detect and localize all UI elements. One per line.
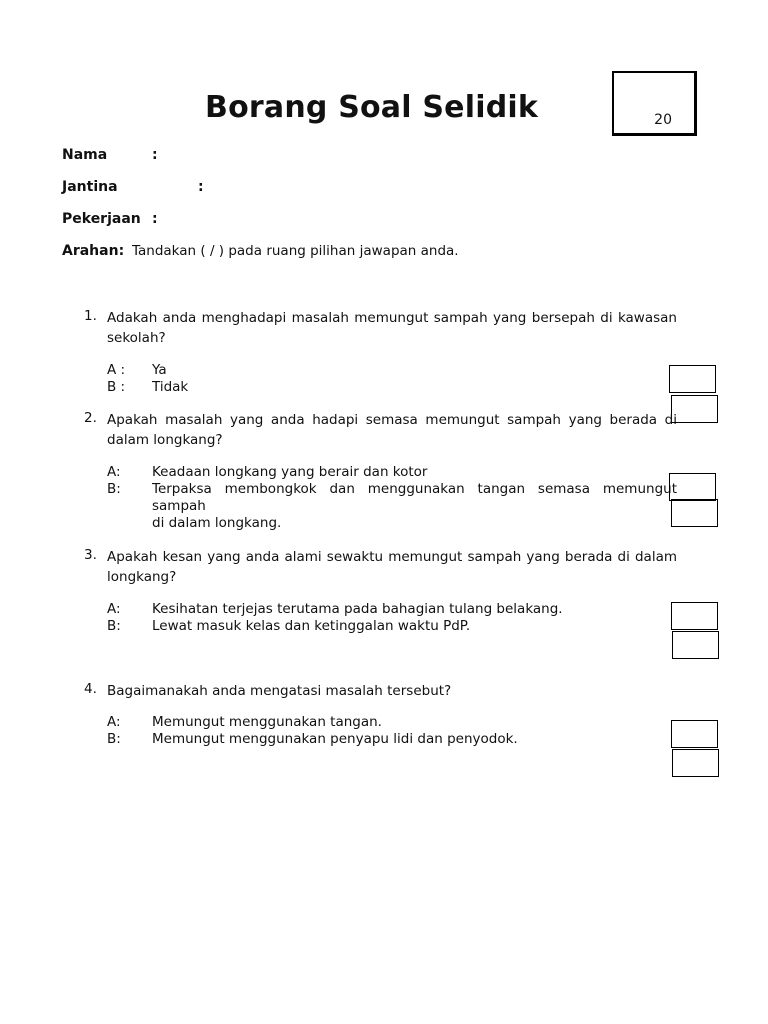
question-3-number: 3. <box>84 547 97 563</box>
field-label-jantina: Jantina <box>62 179 118 195</box>
question-4-option-a-text: Memungut menggunakan tangan. <box>152 714 382 730</box>
question-4-option-b-text: Memungut menggunakan penyapu lidi dan penyodok. <box>152 731 518 747</box>
question-3-option-a-letter: A: <box>107 601 121 617</box>
question-2-option-b-text <box>152 481 677 532</box>
question-1-option-b-text: Tidak <box>152 379 189 395</box>
field-colon-pekerjaan: : <box>152 211 158 227</box>
question-3-option-b-letter: B: <box>107 618 121 634</box>
question-2-option-b-line-2: sampah <box>152 498 206 514</box>
question-3-option-b-checkbox[interactable] <box>672 631 719 659</box>
question-3-option-a-checkbox[interactable] <box>671 602 718 630</box>
question-1-number: 1. <box>84 308 97 324</box>
field-label-pekerjaan: Pekerjaan <box>62 211 141 227</box>
score-value: 20 <box>654 112 672 128</box>
question-2-option-b-line-3: di dalam longkang. <box>152 515 282 531</box>
question-4-option-a-checkbox[interactable] <box>671 720 718 748</box>
question-2-option-a-text: Keadaan longkang yang berair dan kotor <box>152 464 428 480</box>
question-2-option-a-letter: A: <box>107 464 121 480</box>
question-1-option-b-letter: B : <box>107 379 126 395</box>
question-3-option-a-text: Kesihatan terjejas terutama pada bahagian tulang belakang. <box>152 601 563 617</box>
question-3-text: Apakah kesan yang anda alami sewaktu memungut sampah yang berada di dalam longkang? <box>107 549 677 585</box>
field-colon-jantina: : <box>198 179 204 195</box>
score-box <box>612 71 697 136</box>
question-2-option-b-checkbox[interactable] <box>671 499 718 527</box>
question-1-option-a-text: Ya <box>152 362 167 378</box>
question-2-option-a-checkbox[interactable] <box>669 473 716 501</box>
instruction-label: Arahan: <box>62 243 125 259</box>
question-3-option-b-text: Lewat masuk kelas dan ketinggalan waktu PdP. <box>152 618 471 634</box>
question-4-text: Bagaimanakah anda mengatasi masalah tersebut? <box>107 683 452 699</box>
question-4-option-b-letter: B: <box>107 731 121 747</box>
question-2-option-b-line-1: Terpaksa membongkok dan menggunakan tangan semasa memungut <box>152 481 677 497</box>
instruction-text: Tandakan ( / ) pada ruang pilihan jawapan anda. <box>132 243 459 259</box>
field-label-nama: Nama <box>62 147 108 163</box>
question-4-option-a-letter: A: <box>107 714 121 730</box>
question-2-number: 2. <box>84 410 97 426</box>
question-1-option-a-checkbox[interactable] <box>669 365 716 393</box>
form-title: Borang Soal Selidik <box>205 90 539 125</box>
question-1-text: Adakah anda menghadapi masalah memungut sampah yang bersepah di kawasan sekolah? <box>107 310 677 346</box>
question-4-option-b-checkbox[interactable] <box>672 749 719 777</box>
question-2-text: Apakah masalah yang anda hadapi semasa memungut sampah yang berada di dalam longkang? <box>107 412 677 448</box>
question-1-option-a-letter: A : <box>107 362 126 378</box>
question-2-option-b-letter: B: <box>107 481 121 497</box>
question-1-option-b-checkbox[interactable] <box>671 395 718 423</box>
question-4-number: 4. <box>84 681 97 697</box>
field-colon-nama: : <box>152 147 158 163</box>
